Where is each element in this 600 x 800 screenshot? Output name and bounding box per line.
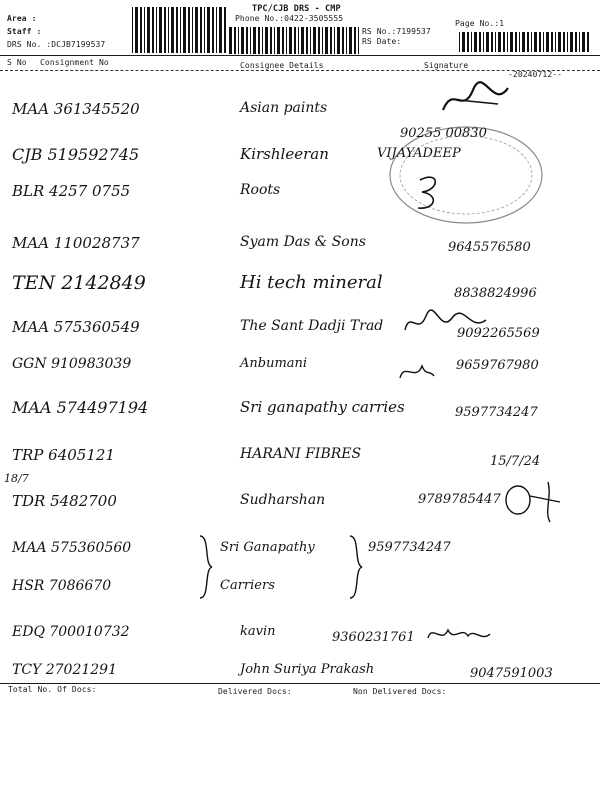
signature-row-7: [396, 358, 436, 386]
barcode-left: [132, 7, 228, 53]
barcode-bar: [551, 32, 553, 52]
barcode-bar: [587, 32, 589, 52]
barcode-bar: [306, 27, 308, 54]
barcode-bar: [503, 32, 505, 52]
signature-row-10: [500, 476, 580, 526]
barcode-bar: [212, 7, 214, 53]
barcode-bar: [539, 32, 541, 52]
barcode-bar: [510, 32, 513, 52]
consignee-name: Asian paints: [240, 100, 328, 116]
barcode-bar: [498, 32, 501, 52]
barcode-bar: [286, 27, 287, 54]
barcode-bar: [546, 32, 549, 52]
consignee-name: John Suriya Prakash: [240, 662, 375, 677]
barcode-bar: [313, 27, 316, 54]
barcode-bar: [183, 7, 186, 53]
barcode-bar: [358, 27, 359, 54]
barcode-bar: [471, 32, 472, 52]
consignment-number: MAA 575360549: [12, 318, 140, 336]
barcode-bar: [207, 7, 210, 53]
barcode-bar: [522, 32, 525, 52]
barcode-bar: [563, 32, 565, 52]
document-title: TPC/CJB DRS - CMP: [252, 4, 341, 14]
barcode-bar: [282, 27, 284, 54]
signature-row-3: [410, 170, 450, 215]
barcode-bar: [495, 32, 496, 52]
barcode-bar: [322, 27, 323, 54]
phone-number: Phone No.:0422-3505555: [235, 14, 344, 23]
barcode-bar: [479, 32, 481, 52]
barcode-bar: [246, 27, 248, 54]
barcode-bar: [147, 7, 150, 53]
consignee-phone: 9597734247: [368, 540, 451, 555]
consignment-number: TCY 27021291: [12, 662, 117, 678]
consignee-name: Sudharshan: [240, 492, 326, 508]
barcode-bar: [527, 32, 529, 52]
consignee-phone: VIJAYADEEP: [377, 146, 461, 161]
consignment-number: BLR 4257 0755: [12, 182, 131, 200]
date-marker: -20240712--: [508, 70, 563, 79]
barcode-bar: [180, 7, 181, 53]
barcode-bar: [188, 7, 190, 53]
consignee-phone: 8838824996: [454, 286, 537, 301]
consignment-number: MAA 574497194: [12, 398, 149, 417]
consignee-name: Hi tech mineral: [240, 272, 383, 293]
barcode-bar: [558, 32, 561, 52]
barcode-bar: [224, 7, 226, 53]
barcode-bar: [346, 27, 347, 54]
barcode-bar: [195, 7, 198, 53]
consignment-number: GGN 910983039: [12, 356, 132, 372]
column-consignee: Consignee Details: [240, 61, 324, 70]
signature-row-1: [438, 80, 518, 120]
consignee-name: Syam Das & Sons: [240, 234, 366, 250]
barcode-bar: [531, 32, 532, 52]
consignment-number: TDR 5482700: [12, 492, 117, 510]
barcode-bar: [176, 7, 178, 53]
consignee-phone: 9789785447: [418, 492, 501, 507]
column-signature: Signature: [424, 61, 469, 70]
column-sno: S No: [7, 58, 27, 67]
barcode-bar: [342, 27, 344, 54]
rs-number: RS No.:7199537: [362, 27, 431, 36]
barcode-center: [229, 27, 359, 54]
barcode-bar: [337, 27, 340, 54]
barcode-bar: [575, 32, 577, 52]
consignment-number: EDQ 700010732: [12, 624, 130, 640]
consignee-phone: 9092265569: [457, 326, 540, 341]
barcode-bar: [467, 32, 469, 52]
barcode-bar: [294, 27, 296, 54]
barcode-bar: [462, 32, 465, 52]
consignee-phone: 9360231761: [332, 630, 415, 645]
consignment-number: CJB 519592745: [12, 145, 140, 164]
barcode-bar: [262, 27, 263, 54]
consignee-name: HARANI FIBRES: [240, 446, 362, 462]
barcode-bar: [515, 32, 517, 52]
barcode-bar: [334, 27, 335, 54]
consignee-name: Kirshleeran: [240, 145, 329, 163]
barcode-bar: [274, 27, 275, 54]
staff-label: Staff :: [7, 27, 42, 36]
barcode-bar: [330, 27, 332, 54]
barcode-bar: [555, 32, 556, 52]
barcode-bar: [289, 27, 292, 54]
barcode-bar: [253, 27, 256, 54]
area-label: Area :: [7, 14, 37, 23]
barcode-bar: [152, 7, 154, 53]
barcode-bar: [159, 7, 162, 53]
barcode-bar: [277, 27, 280, 54]
barcode-bar: [582, 32, 585, 52]
group-brace-right: [346, 532, 366, 602]
consignee-name: Sri ganapathy carries: [240, 398, 405, 416]
barcode-bar: [168, 7, 169, 53]
consignee-phone: 15/7/24: [490, 454, 541, 469]
barcode-bar: [250, 27, 251, 54]
consignment-number: HSR 7086670: [12, 578, 112, 594]
barcode-bar: [216, 7, 217, 53]
consignee-name: Roots: [240, 182, 281, 198]
barcode-bar: [310, 27, 311, 54]
barcode-bar: [200, 7, 202, 53]
barcode-bar: [140, 7, 142, 53]
barcode-bar: [241, 27, 244, 54]
barcode-bar: [229, 27, 232, 54]
barcode-bar: [258, 27, 260, 54]
barcode-bar: [543, 32, 544, 52]
consignment-number: MAA 110028737: [12, 234, 140, 252]
column-consignment: Consignment No: [40, 58, 109, 67]
barcode-bar: [474, 32, 477, 52]
barcode-bar: [570, 32, 573, 52]
consignee-name: kavin: [240, 624, 276, 639]
barcode-bar: [519, 32, 520, 52]
non-delivered-docs: Non Delivered Docs:: [353, 687, 447, 696]
barcode-bar: [132, 7, 133, 53]
barcode-bar: [567, 32, 568, 52]
consignee-name: Carriers: [220, 578, 275, 593]
footer-divider: [0, 683, 600, 684]
barcode-bar: [507, 32, 508, 52]
barcode-bar: [459, 32, 460, 52]
barcode-bar: [234, 27, 236, 54]
barcode-bar: [156, 7, 157, 53]
barcode-bar: [354, 27, 356, 54]
margin-note: 18/7: [4, 472, 29, 485]
consignment-number: MAA 575360560: [12, 540, 132, 556]
consignee-name: Anbumani: [240, 356, 308, 371]
barcode-bar: [491, 32, 493, 52]
barcode-bar: [204, 7, 205, 53]
barcode-bar: [135, 7, 138, 53]
barcode-bar: [534, 32, 537, 52]
barcode-bar: [301, 27, 304, 54]
page-number: Page No.:1: [455, 19, 505, 28]
barcode-bar: [192, 7, 193, 53]
consignee-phone: 9645576580: [448, 240, 531, 255]
barcode-bar: [325, 27, 328, 54]
barcode-bar: [486, 32, 489, 52]
drs-number: DRS No. :DCJB7199537: [7, 40, 106, 49]
barcode-bar: [265, 27, 268, 54]
total-docs: Total No. Of Docs:: [8, 685, 97, 694]
barcode-bar: [579, 32, 580, 52]
consignment-number: TRP 6405121: [12, 446, 115, 464]
consignee-phone: 9659767980: [456, 358, 539, 373]
barcode-bar: [219, 7, 222, 53]
barcode-bar: [270, 27, 272, 54]
rs-date: RS Date:: [362, 37, 402, 46]
consignment-number: TEN 2142849: [12, 272, 146, 294]
consignee-name: Sri Ganapathy: [220, 540, 315, 555]
barcode-bar: [298, 27, 299, 54]
barcode-right: [459, 32, 591, 52]
barcode-bar: [164, 7, 166, 53]
barcode-bar: [171, 7, 174, 53]
consignee-phone: 9047591003: [470, 666, 553, 681]
barcode-bar: [144, 7, 145, 53]
signature-row-13: [424, 620, 494, 648]
consignee-name: The Sant Dadji Trad: [240, 318, 384, 334]
header-divider: [0, 55, 600, 56]
barcode-bar: [318, 27, 320, 54]
barcode-bar: [349, 27, 352, 54]
consignment-number: MAA 361345520: [12, 100, 140, 118]
consignee-phone: 90255 00830: [400, 126, 487, 141]
consignee-phone: 9597734247: [455, 405, 538, 420]
barcode-bar: [483, 32, 484, 52]
barcode-bar: [238, 27, 239, 54]
group-brace: [196, 532, 216, 602]
delivered-docs: Delivered Docs:: [218, 687, 292, 696]
